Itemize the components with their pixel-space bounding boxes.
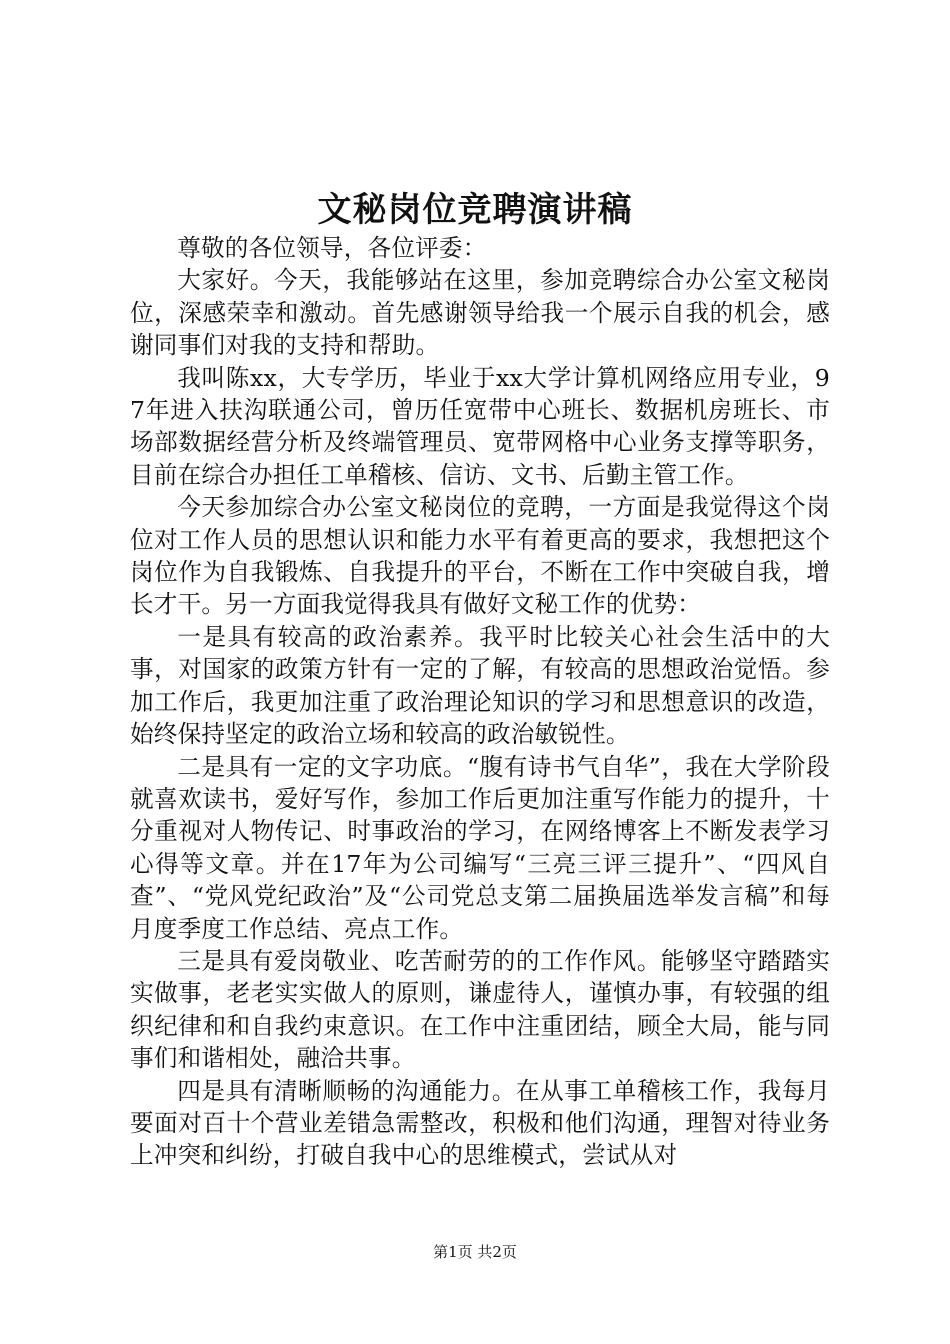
paragraph-self-introduction: 我叫陈xx，大专学历，毕业于xx大学计算机网络应用专业，97年进入扶沟联通公司，曾历任宽带中心班长、数据机房班长、市场部数据经营分析及终端管理员、宽带网格中心业务支撑等职务，目前在综合办担任工单稽核、信访、文书、后勤主管工作。 <box>130 363 830 489</box>
document-body <box>130 232 830 1172</box>
paragraph-salutation: 尊敬的各位领导，各位评委： <box>177 234 487 262</box>
paragraph-advantage-work-style: 三是具有爱岗敬业、吃苦耐劳的的工作作风。能够坚守踏踏实实做事，老老实实做人的原则，谦虚待人，谨慎办事，有较强的组织纪律和和自我约束意识。在工作中注重团结，顾全大局，能与同事们和谐相处，融洽共事。 <box>130 946 830 1073</box>
paragraph-advantage-communication: 四是具有清晰顺畅的沟通能力。在从事工单稽核工作，我每月要面对百十个营业差错急需整改，积极和他们沟通，理智对待业务上冲突和纠纷，打破自我中心的思维模式，尝试从对 <box>130 1076 830 1170</box>
paragraph-greeting: 大家好。今天，我能够站在这里，参加竞聘综合办公室文秘岗位，深感荣幸和激动。首先感谢领导给我一个展示自我的机会，感谢同事们对我的支持和帮助。 <box>130 266 830 360</box>
document-title: 文秘岗位竞聘演讲稿 <box>317 190 633 230</box>
paragraph-advantage-political: 一是具有较高的政治素养。我平时比较关心社会生活中的大事，对国家的政策方针有一定的了解，有较高的思想政治觉悟。参加工作后，我更加注重了政治理论知识的学习和思想意识的改造，始终保持坚定的政治立场和较高的政治敏锐性。 <box>130 622 830 749</box>
paragraph-advantage-writing: 二是具有一定的文字功底。“腹有诗书气自华”，我在大学阶段就喜欢读书，爱好写作，参加工作后更加注重写作能力的提升，十分重视对人物传记、时事政治的学习，在网络博客上不断发表学习心得等文章。并在17年为公司编写“三亮三评三提升”、“四风自查”、“党风党纪政治”及“公司党总支第二届换届选举发言稿”和每月度季度工作总结、亮点工作。 <box>130 752 830 943</box>
paragraph-motivation: 今天参加综合办公室文秘岗位的竞聘，一方面是我觉得这个岗位对工作人员的思想认识和能力水平有着更高的要求，我想把这个岗位作为自我锻炼、自我提升的平台，不断在工作中突破自我，增长才干。另一方面我觉得我具有做好文秘工作的优势： <box>130 493 830 619</box>
page-number-footer: 第1页 共2页 <box>433 1243 517 1261</box>
